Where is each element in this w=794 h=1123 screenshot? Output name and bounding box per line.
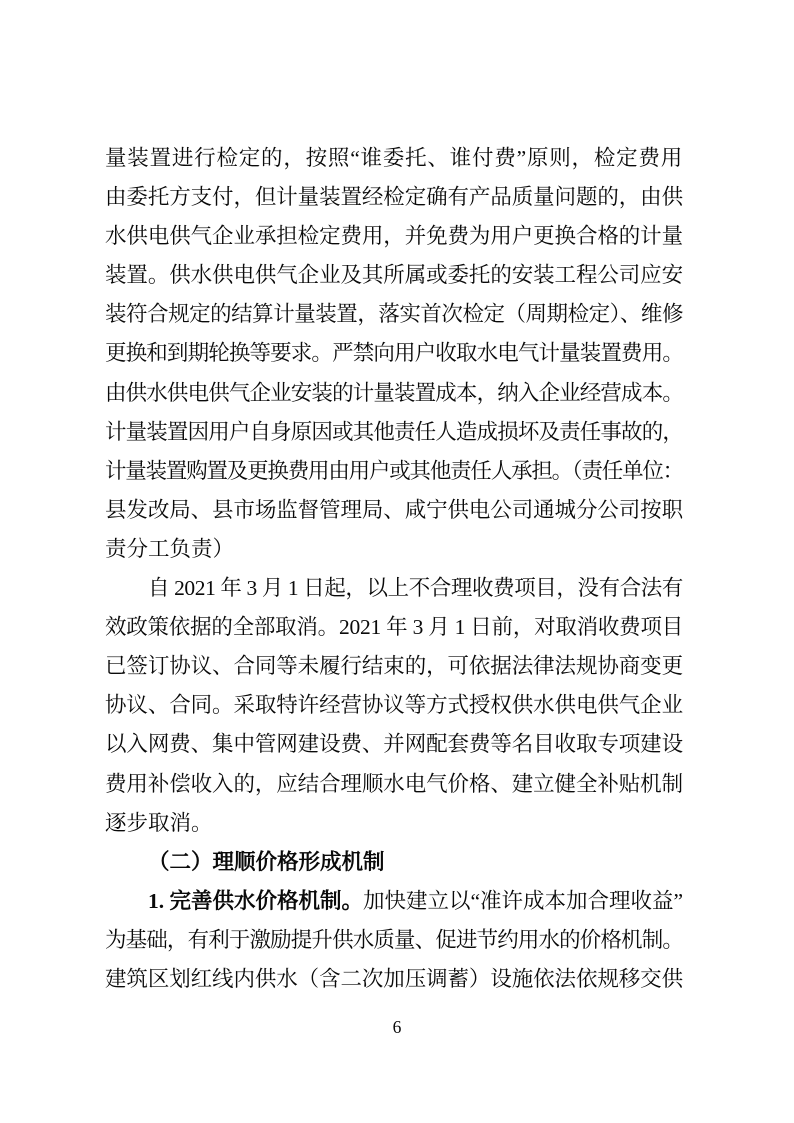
text-line [105,882,683,921]
text-segment: 以入网费、集中管网建设费、并网配套费等名目收取专项建设 [105,732,683,757]
text-line-content [105,341,683,365]
text-line-content [148,889,683,913]
text-line-content [105,654,683,678]
text-line [105,217,683,256]
text-segment: 由委托方支付，但计量装置经检定确有产品质量问题的，由供 [105,185,683,210]
text-line [105,452,683,491]
text-segment: 由供水供电供气企业安装的计量装置成本，纳入企业经营成本。 [105,380,683,405]
text-line [105,178,683,217]
text-line-content [105,459,683,483]
text-line-content [148,850,385,874]
text-line-content [105,185,683,209]
text-segment: 加快建立以“准许成本加合理收益” [362,888,683,913]
text-line-content [105,420,683,444]
text-segment: 自 2021 年 3 月 1 日起，以上不合理收费项目，没有合法有 [148,576,683,601]
text-segment: 逐步取消。 [105,810,213,835]
text-line [105,256,683,295]
text-line-content [105,615,683,639]
text-line [105,804,683,843]
text-line [105,334,683,373]
text-line [105,921,683,960]
text-segment: 计量装置因用户自身原因或其他责任人造成损坏及责任事故的， [105,419,683,444]
text-segment: 责分工负责） [105,536,235,561]
text-line-content [105,146,683,170]
text-segment: 量装置进行检定的，按照“谁委托、谁付费”原则，检定费用 [105,146,683,170]
text-line-content [105,224,683,248]
text-segment: 费用补偿收入的，应结合理顺水电气价格、建立健全补贴机制 [105,771,683,796]
text-segment: 已签订协议、合同等未履行结束的，可依据法律法规协商变更 [105,654,683,679]
text-segment: 更换和到期轮换等要求。严禁向用户收取水电气计量装置费用。 [105,341,683,366]
text-line-content [105,381,683,405]
text-line [105,295,683,334]
text-line [105,960,683,999]
text-line-content [105,732,683,756]
text-line [105,686,683,725]
text-line [105,569,683,608]
text-segment: 建筑区划红线内供水（含二次加压调蓄）设施依法依规移交供 [105,966,683,991]
text-line-content [105,772,683,796]
text-line-content [105,498,683,522]
text-line [105,843,683,882]
text-segment: 水供电供气企业承担检定费用，并免费为用户更换合格的计量 [105,224,683,249]
text-line-content [148,576,683,600]
text-line [105,139,683,178]
text-line-content [105,928,683,952]
text-line-content [105,967,683,991]
document-body [105,139,683,999]
text-line [105,530,683,569]
text-line [105,374,683,413]
page-number: 6 [392,1017,402,1037]
text-segment: 装符合规定的结算计量装置，落实首次检定（周期检定）、维修 [105,302,683,327]
bold-text-segment: （二）理顺价格形成机制 [148,849,385,874]
text-segment: 效政策依据的全部取消。2021 年 3 月 1 日前，对取消收费项目 [105,615,683,640]
text-line [105,413,683,452]
text-segment: 计量装置购置及更换费用由用户或其他责任人承担。（责任单位： [105,458,683,483]
text-segment: 为基础，有利于激励提升供水质量、促进节约用水的价格机制。 [105,927,683,952]
bold-text-segment: 1. 完善供水价格机制。 [148,888,363,913]
text-line [105,765,683,804]
text-line [105,491,683,530]
text-line-content [105,693,683,717]
text-line [105,608,683,647]
text-line-content [105,263,683,287]
text-segment: 协议、合同。采取特许经营协议等方式授权供水供电供气企业 [105,693,683,718]
text-line-content [105,811,213,835]
text-segment: 县发改局、县市场监督管理局、咸宁供电公司通城分公司按职 [105,497,683,522]
text-line-content [105,302,683,326]
text-line [105,725,683,764]
text-line-content [105,537,234,561]
text-line [105,647,683,686]
text-segment: 装置。供水供电供气企业及其所属或委托的安装工程公司应安 [105,263,683,288]
